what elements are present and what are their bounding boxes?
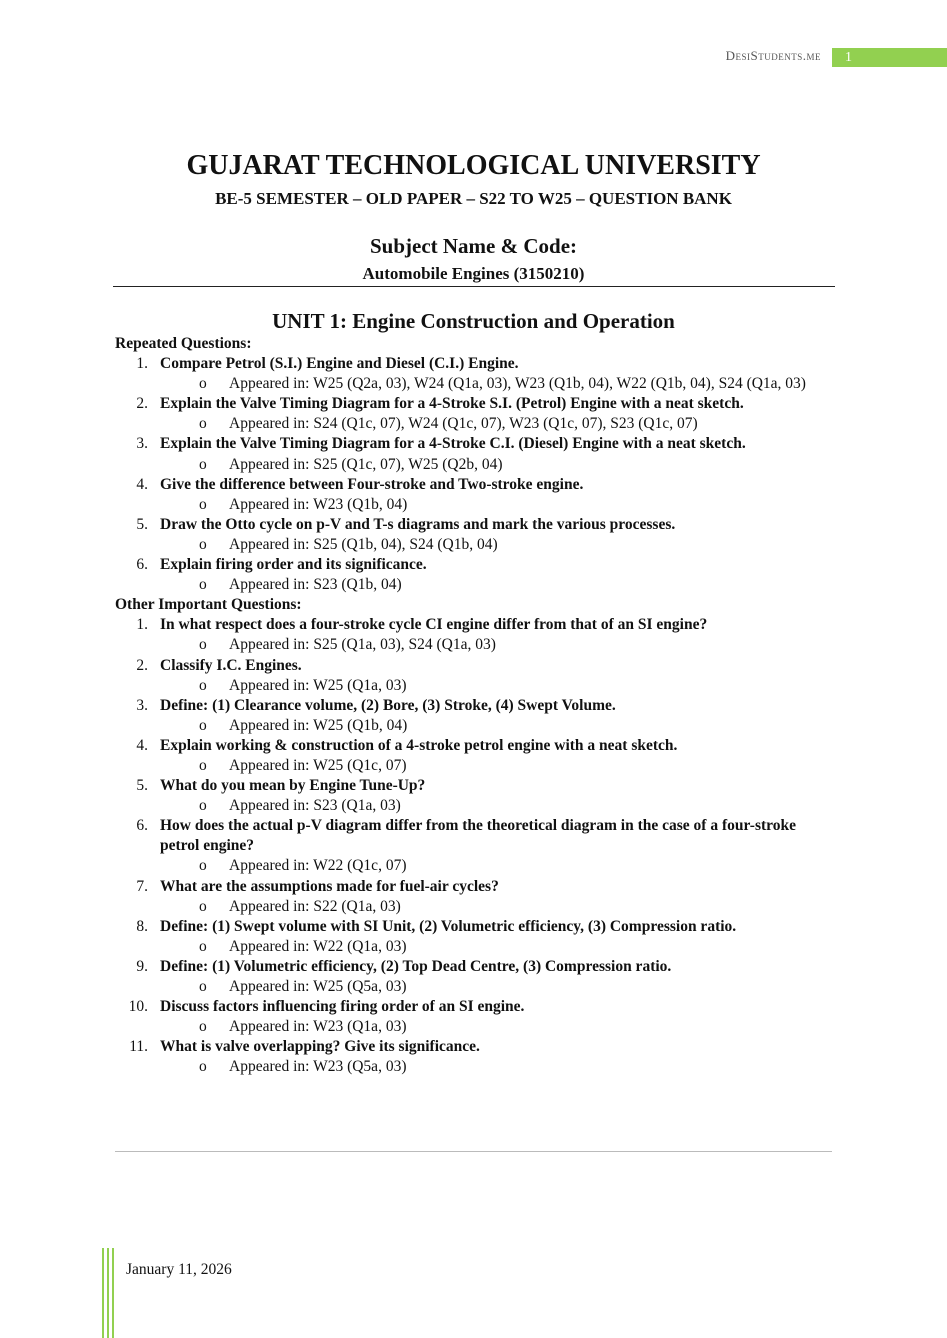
unit-title: UNIT 1: Engine Construction and Operation bbox=[272, 309, 675, 333]
question-text: In what respect does a four-stroke cycle CI engine differ from that of an SI engine? bbox=[160, 616, 708, 634]
question-item bbox=[115, 816, 835, 856]
bullet-icon: o bbox=[199, 716, 207, 734]
appeared-text: Appeared in: W25 (Q1b, 04) bbox=[229, 716, 408, 734]
question-number: 6. bbox=[136, 556, 148, 574]
university-title: GUJARAT TECHNOLOGICAL UNIVERSITY bbox=[186, 150, 761, 181]
question-item bbox=[115, 515, 835, 535]
question-item bbox=[115, 555, 835, 575]
appeared-text: Appeared in: S22 (Q1a, 03) bbox=[229, 897, 401, 915]
bullet-icon: o bbox=[199, 455, 207, 473]
question-number: 7. bbox=[136, 877, 148, 895]
bullet-icon: o bbox=[199, 676, 207, 694]
appeared-text: Appeared in: W23 (Q1b, 04) bbox=[229, 495, 408, 513]
appeared-in bbox=[115, 1017, 835, 1037]
appeared-text: Appeared in: S25 (Q1b, 04), S24 (Q1b, 04) bbox=[229, 535, 498, 553]
appeared-in bbox=[115, 1057, 835, 1077]
question-number: 3. bbox=[136, 696, 148, 714]
appeared-text: Appeared in: S24 (Q1c, 07), W24 (Q1c, 07), W23 (Q1c, 07), S23 (Q1c, 07) bbox=[229, 415, 698, 433]
question-item bbox=[115, 434, 835, 454]
question-text: Explain the Valve Timing Diagram for a 4-Stroke C.I. (Diesel) Engine with a neat sketch. bbox=[160, 435, 746, 453]
appeared-in bbox=[115, 756, 835, 776]
appeared-text: Appeared in: W22 (Q1a, 03) bbox=[229, 937, 407, 955]
appeared-text: Appeared in: W25 (Q2a, 03), W24 (Q1a, 03), W23 (Q1b, 04), W22 (Q1b, 04), S24 (Q1a, 03) bbox=[229, 375, 806, 393]
question-number: 9. bbox=[136, 957, 148, 975]
subject-heading: Subject Name & Code: bbox=[369, 234, 578, 258]
question-text: What is valve overlapping? Give its significance. bbox=[160, 1038, 480, 1056]
footer-date: January 11, 2026 bbox=[126, 1261, 232, 1278]
appeared-in bbox=[115, 495, 835, 515]
site-name: DesiStudents.me bbox=[725, 48, 821, 63]
appeared-text: Appeared in: W25 (Q1a, 03) bbox=[229, 676, 407, 694]
header-divider bbox=[113, 286, 835, 287]
question-text: What do you mean by Engine Tune-Up? bbox=[160, 777, 426, 795]
appeared-in bbox=[115, 676, 835, 696]
appeared-text: Appeared in: S23 (Q1b, 04) bbox=[229, 576, 402, 594]
question-number: 6. bbox=[136, 817, 148, 835]
question-item bbox=[115, 957, 835, 977]
question-text: Explain firing order and its significance. bbox=[160, 556, 427, 574]
appeared-in bbox=[115, 856, 835, 876]
question-text: Define: (1) Volumetric efficiency, (2) Top Dead Centre, (3) Compression ratio. bbox=[160, 957, 672, 975]
bullet-icon: o bbox=[199, 1058, 207, 1076]
appeared-text: Appeared in: W22 (Q1c, 07) bbox=[229, 857, 407, 875]
bullet-icon: o bbox=[199, 415, 207, 433]
question-number: 5. bbox=[136, 515, 148, 533]
bullet-icon: o bbox=[199, 756, 207, 774]
appeared-in bbox=[115, 575, 835, 595]
appeared-in bbox=[115, 374, 835, 394]
question-number: 1. bbox=[136, 355, 148, 373]
bullet-icon: o bbox=[199, 495, 207, 513]
question-text: Give the difference between Four-stroke and Two-stroke engine. bbox=[160, 475, 584, 493]
question-item bbox=[115, 475, 835, 495]
appeared-text: Appeared in: W23 (Q5a, 03) bbox=[229, 1058, 407, 1076]
appeared-text: Appeared in: W25 (Q5a, 03) bbox=[229, 978, 407, 995]
repeated-questions bbox=[115, 354, 835, 595]
question-number: 2. bbox=[136, 656, 148, 674]
appeared-in bbox=[115, 897, 835, 917]
appeared-text: Appeared in: S23 (Q1a, 03) bbox=[229, 797, 401, 815]
question-item bbox=[115, 877, 835, 897]
other-questions bbox=[115, 615, 835, 1077]
question-number: 2. bbox=[136, 395, 148, 413]
bullet-icon: o bbox=[199, 375, 207, 393]
footer-divider bbox=[115, 1151, 832, 1152]
bullet-icon: o bbox=[199, 797, 207, 815]
bullet-icon: o bbox=[199, 857, 207, 875]
question-number: 4. bbox=[136, 475, 148, 493]
page-number: 1 bbox=[832, 48, 947, 67]
question-text: Explain working & construction of a 4-stroke petrol engine with a neat sketch. bbox=[160, 736, 678, 754]
question-number: 8. bbox=[136, 917, 148, 935]
question-item bbox=[115, 656, 835, 676]
question-item bbox=[115, 354, 835, 374]
appeared-text: Appeared in: W25 (Q1c, 07) bbox=[229, 756, 407, 774]
bullet-icon: o bbox=[199, 636, 207, 654]
appeared-in bbox=[115, 635, 835, 655]
bullet-icon: o bbox=[199, 535, 207, 553]
question-item bbox=[115, 615, 835, 635]
bullet-icon: o bbox=[199, 576, 207, 594]
question-item bbox=[115, 917, 835, 937]
question-number: 5. bbox=[136, 777, 148, 795]
appeared-in bbox=[115, 716, 835, 736]
question-item bbox=[115, 394, 835, 414]
question-text: Classify I.C. Engines. bbox=[160, 656, 302, 674]
bullet-icon: o bbox=[199, 978, 207, 995]
subject-name-code: Automobile Engines (3150210) bbox=[362, 264, 585, 283]
appeared-in bbox=[115, 455, 835, 475]
question-text: Define: (1) Clearance volume, (2) Bore, (3) Stroke, (4) Swept Volume. bbox=[160, 696, 616, 714]
question-text: Draw the Otto cycle on p-V and T-s diagrams and mark the various processes. bbox=[160, 515, 676, 533]
bullet-icon: o bbox=[199, 937, 207, 955]
appeared-in bbox=[115, 937, 835, 957]
question-item bbox=[115, 776, 835, 796]
appeared-in bbox=[115, 796, 835, 816]
question-number: 3. bbox=[136, 435, 148, 453]
question-text: Compare Petrol (S.I.) Engine and Diesel (C.I.) Engine. bbox=[160, 355, 519, 373]
appeared-in bbox=[115, 977, 835, 997]
question-item bbox=[115, 997, 835, 1017]
footer-accent-bars bbox=[102, 1248, 115, 1338]
appeared-in bbox=[115, 414, 835, 434]
question-text: Explain the Valve Timing Diagram for a 4-Stroke S.I. (Petrol) Engine with a neat sketch. bbox=[160, 395, 744, 413]
question-item bbox=[115, 736, 835, 756]
question-list bbox=[115, 334, 835, 1077]
question-number: 1. bbox=[136, 616, 148, 634]
question-number: 11. bbox=[129, 1038, 148, 1056]
bullet-icon: o bbox=[199, 897, 207, 915]
appeared-text: Appeared in: S25 (Q1a, 03), S24 (Q1a, 03) bbox=[229, 636, 496, 654]
appeared-in bbox=[115, 535, 835, 555]
repeated-heading: Repeated Questions: bbox=[115, 335, 252, 352]
bullet-icon: o bbox=[199, 1018, 207, 1036]
question-number: 4. bbox=[136, 736, 148, 754]
appeared-text: Appeared in: S25 (Q1c, 07), W25 (Q2b, 04) bbox=[229, 455, 503, 473]
other-heading: Other Important Questions: bbox=[115, 596, 302, 614]
document-subtitle: BE-5 SEMESTER – OLD PAPER – S22 TO W25 – QUESTION BANK bbox=[215, 189, 732, 208]
appeared-text: Appeared in: W23 (Q1a, 03) bbox=[229, 1018, 407, 1036]
question-text: What are the assumptions made for fuel-air cycles? bbox=[160, 877, 499, 895]
question-text: Define: (1) Swept volume with SI Unit, (2) Volumetric efficiency, (3) Compression ratio. bbox=[160, 917, 737, 935]
question-text: How does the actual p-V diagram differ from the theoretical diagram in the case of a four-stroke petrol engine? bbox=[160, 817, 796, 855]
question-item bbox=[115, 696, 835, 716]
question-item bbox=[115, 1037, 835, 1057]
question-text: Discuss factors influencing firing order of an SI engine. bbox=[160, 998, 525, 1016]
question-number: 10. bbox=[128, 998, 148, 1016]
